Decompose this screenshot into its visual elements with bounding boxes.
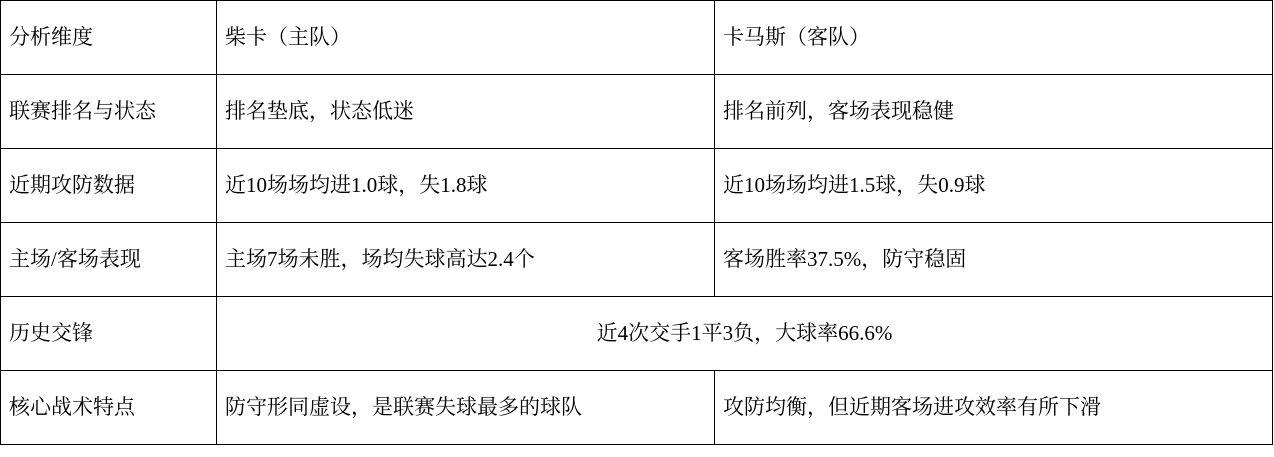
column-header-home: 柴卡（主队）: [217, 1, 715, 75]
table-row: [1, 149, 1273, 223]
table-row: [1, 297, 1273, 371]
row-label-tactics: 核心战术特点: [1, 371, 217, 445]
row-away-standing: 排名前列，客场表现稳健: [715, 75, 1273, 149]
table-row: [1, 75, 1273, 149]
row-home-tactics: 防守形同虚设，是联赛失球最多的球队: [217, 371, 715, 445]
row-home-recent-stats: 近10场场均进1.0球，失1.8球: [217, 149, 715, 223]
row-merged-head-to-head: 近4次交手1平3负，大球率66.6%: [217, 297, 1273, 371]
row-home-standing: 排名垫底，状态低迷: [217, 75, 715, 149]
row-label-standing: 联赛排名与状态: [1, 75, 217, 149]
table-row: [1, 371, 1273, 445]
table-header-row: [1, 1, 1273, 75]
row-label-venue-form: 主场/客场表现: [1, 223, 217, 297]
table-row: [1, 223, 1273, 297]
row-away-recent-stats: 近10场场均进1.5球，失0.9球: [715, 149, 1273, 223]
column-header-dimension: 分析维度: [1, 1, 217, 75]
row-label-recent-stats: 近期攻防数据: [1, 149, 217, 223]
row-away-tactics: 攻防均衡，但近期客场进攻效率有所下滑: [715, 371, 1273, 445]
row-home-venue-form: 主场7场未胜，场均失球高达2.4个: [217, 223, 715, 297]
row-label-head-to-head: 历史交锋: [1, 297, 217, 371]
row-away-venue-form: 客场胜率37.5%，防守稳固: [715, 223, 1273, 297]
column-header-away: 卡马斯（客队）: [715, 1, 1273, 75]
